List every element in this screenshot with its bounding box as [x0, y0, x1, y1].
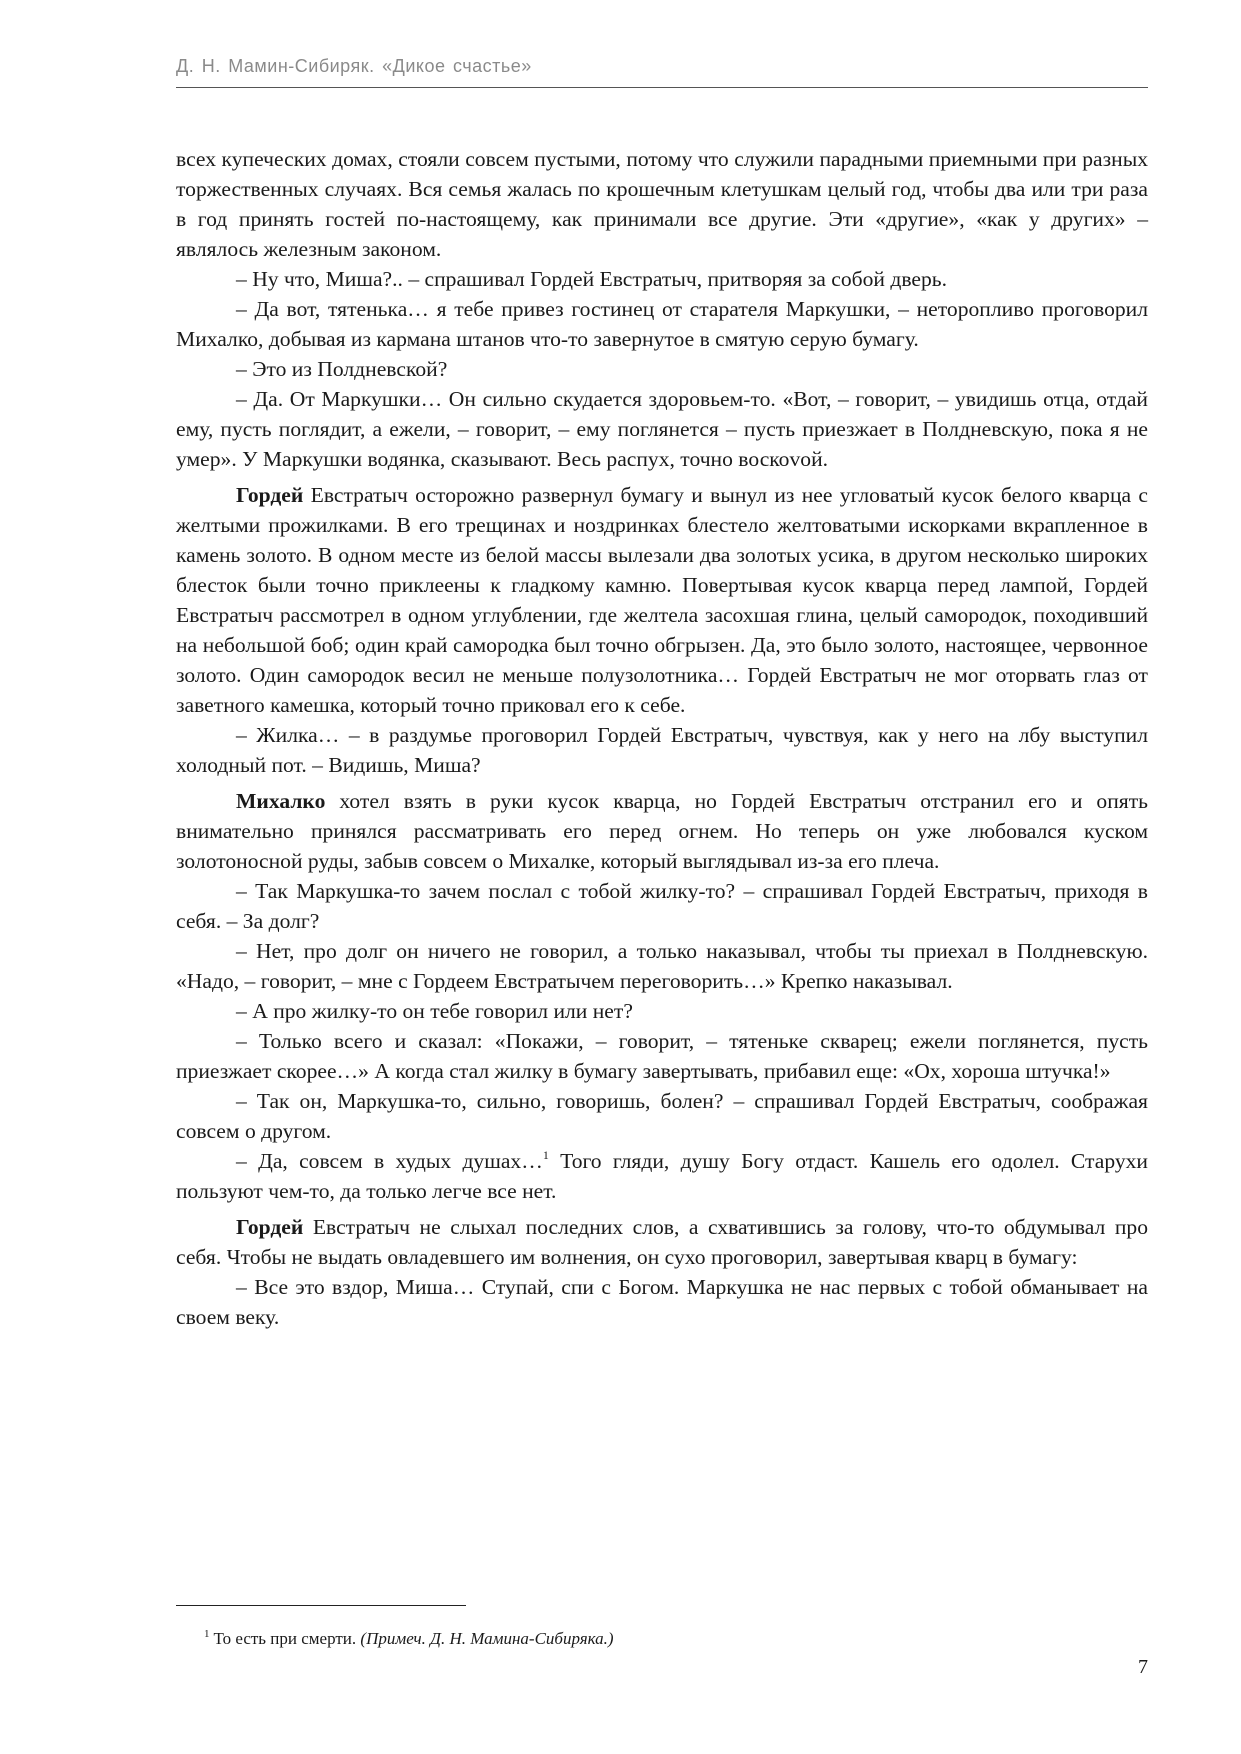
footnote-divider	[176, 1605, 466, 1606]
paragraph	[176, 480, 1148, 720]
dialogue-line: – Нет, про долг он ничего не говорил, а только наказывал, чтобы ты приехал в Полдневскую. «Надо, – говорит, – мне с Гордеем Евстратычем переговорить…» Крепко наказывал.	[176, 939, 1148, 993]
page-number: 7	[1138, 1656, 1148, 1678]
header-divider	[176, 87, 1148, 88]
dialogue-line: – Так Маркушка-то зачем послал с тобой жилку-то? – спрашивал Гордей Евстратыч, приходя в себя. – За долг?	[176, 879, 1148, 933]
running-header: Д. Н. Мамин-Сибиряк. «Дикое счастье»	[176, 56, 532, 76]
dialogue-line: – Ну что, Миша?.. – спрашивал Гордей Евстратыч, притворяя за собой дверь.	[236, 267, 948, 291]
footnote-marker: 1	[204, 1628, 210, 1640]
footnote	[204, 1628, 1104, 1650]
dialogue-line: – Только всего и сказал: «Покажи, – говорит, – тятеньке скварец; ежели поглянется, пусть приезжает скорее…» А когда стал жилку в бумагу завертывать, прибавил еще: «Ох, хороша штучка!»	[176, 1029, 1148, 1083]
dialogue-line: – Так он, Маркушка-то, сильно, говоришь, болен? – спрашивал Гордей Евстратыч, соображая совсем о другом.	[176, 1089, 1148, 1143]
dialogue-text: Того гляди, душу Богу отдаст. Кашель его одолел. Старухи пользуют чем-то, да только легче все нет.	[176, 1149, 1148, 1203]
body-text	[176, 144, 1148, 1332]
footnote-editor-note: (Примеч. Д. Н. Мамина-Сибиряка.)	[360, 1629, 614, 1648]
dialogue-line: – Это из Полдневской?	[236, 357, 448, 381]
character-name-bold: Михалко	[236, 789, 326, 813]
paragraph	[176, 786, 1148, 876]
dialogue-line: – Да вот, тятенька… я тебе привез гостинец от старателя Маркушки, – неторопливо проговорил Михалко, добывая из кармана штанов что-то завернутое в смятую серую бумагу.	[176, 297, 1148, 351]
dialogue-line: – Да. От Маркушки… Он сильно скудается здоровьем-то. «Вот, – говорит, – увидишь отца, отдай ему, пусть поглядит, а ежели, – говорит, – ему поглянется – пусть приезжает в Полдневскую, пока я не умер». У Маркушки водянка, сказывают. Весь распух, точно воскоvой.	[176, 387, 1148, 471]
paragraph-text: Евстратыч не слыхал последних слов, а схватившись за голову, что-то обдумывал про себя. Чтобы не выдать овладевшего им волнения, он сухо проговорил, завертывая кварц в бумагу:	[176, 1215, 1148, 1269]
dialogue-line	[176, 1146, 1148, 1206]
character-name-bold: Гордей	[236, 483, 304, 507]
footnote-reference[interactable]: 1	[542, 1148, 549, 1162]
dialogue-text: – Да, совсем в худых душах…	[236, 1149, 543, 1173]
paragraph-text: хотел взять в руки кусок кварца, но Гордей Евстратыч отстранил его и опять внимательно принялся рассматривать его перед огнем. Но теперь он уже любовался куском золотоносной руды, забыв совсем о Михалке, который выглядывал из-за его плеча.	[176, 789, 1148, 873]
footnote-text: То есть при смерти.	[213, 1629, 361, 1648]
paragraph-text: Евстратыч осторожно развернул бумагу и вынул из нее угловатый кусок белого кварца с желтыми прожилками. В его трещинах и ноздринках блестело желтоватыми искорками вкрапленное в камень золото. В одном месте из белой массы вылезали два золотых усика, в другом несколько широких блесток были точно приклеены к гладкому камню. Повертывая кусок кварца перед лампой, Гордей Евстратыч рассмотрел в одном углублении, где желтела засохшая глина, целый самородок, походивший на небольшой боб; один край самородка был точно обгрызен. Да, это было золото, настоящее, червонное золото. Один самородок весил не меньше полузолотника… Гордей Евстратыч не мог оторвать глаз от заветного камешка, который точно приковал его к себе.	[176, 483, 1148, 717]
character-name-bold: Гордей	[236, 1215, 304, 1239]
paragraph-continuation: всех купеческих домах, стояли совсем пустыми, потому что служили парадными приемными при разных торжественных случаях. Вся семья жалась по крошечным клетушкам целый год, чтобы два или три раза в год принять гостей по-настоящему, как принимали все другие. Эти «другие», «как у других» – являлось железным законом.	[176, 147, 1148, 261]
dialogue-line: – А про жилку-то он тебе говорил или нет?	[236, 999, 633, 1023]
paragraph	[176, 1212, 1148, 1272]
dialogue-line: – Жилка… – в раздумье проговорил Гордей Евстратыч, чувствуя, как у него на лбу выступил холодный пот. – Видишь, Миша?	[176, 723, 1148, 777]
dialogue-line: – Все это вздор, Миша… Ступай, спи с Богом. Маркушка не нас первых с тобой обманывает на своем веку.	[176, 1275, 1148, 1329]
